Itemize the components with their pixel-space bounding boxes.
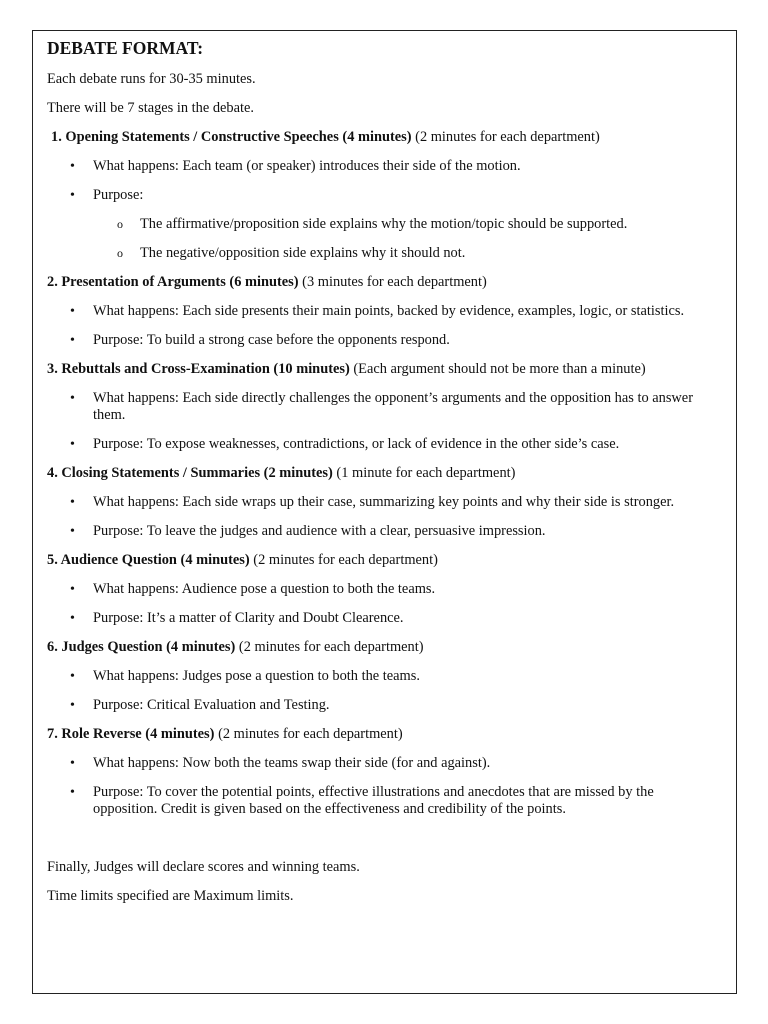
bullet-text: Purpose: To build a strong case before the opponents respond.: [93, 332, 450, 348]
bullet-dot-icon: •: [70, 611, 75, 626]
bullet-dot-icon: •: [70, 698, 75, 713]
stage-note: (1 minute for each department): [336, 465, 516, 481]
bullet-item: [47, 436, 727, 453]
bullet-dot-icon: •: [70, 582, 75, 597]
sub-bullet-text: The negative/opposition side explains why it should not.: [140, 245, 466, 261]
document-body: [47, 40, 727, 917]
bullet-dot-icon: •: [70, 524, 75, 539]
bullet-item: [47, 187, 727, 204]
stage-title: 5. Audience Question (4 minutes): [47, 552, 250, 568]
intro-duration: Each debate runs for 30-35 minutes.: [47, 71, 256, 87]
bullet-dot-icon: •: [70, 495, 75, 510]
bullet-dot-icon: •: [70, 159, 75, 174]
bullet-dot-icon: •: [70, 333, 75, 348]
stage-note: (2 minutes for each department): [253, 552, 438, 568]
bullet-item: [47, 668, 727, 685]
bullet-item: [47, 303, 727, 320]
stage-title: 4. Closing Statements / Summaries (2 minutes): [47, 465, 333, 481]
closing-scores: Finally, Judges will declare scores and winning teams.: [47, 859, 360, 875]
bullet-text: What happens: Each side directly challenges the opponent’s arguments and the opposition has to answer them.: [93, 390, 693, 423]
stage-note: (2 minutes for each department): [415, 129, 600, 145]
bullet-dot-icon: •: [70, 669, 75, 684]
stage-heading-3: [47, 361, 727, 378]
stage-heading-4: [47, 465, 727, 482]
bullet-dot-icon: •: [70, 437, 75, 452]
stage-note: (2 minutes for each department): [238, 639, 424, 655]
closing-time-limits: Time limits specified are Maximum limits.: [47, 888, 294, 904]
stage-note: (2 minutes for each department): [218, 726, 403, 742]
stage-heading-6: [47, 639, 727, 656]
stage-title: 7. Role Reverse (4 minutes): [47, 726, 215, 742]
bullet-dot-icon: •: [70, 785, 75, 800]
intro-stages: There will be 7 stages in the debate.: [47, 100, 254, 116]
bullet-item: [47, 755, 727, 772]
bullet-text: What happens: Each team (or speaker) introduces their side of the motion.: [93, 158, 521, 174]
bullet-dot-icon: •: [70, 391, 75, 406]
bullet-item: [47, 332, 727, 349]
bullet-text: What happens: Judges pose a question to both the teams.: [93, 668, 420, 684]
bullet-item: [47, 610, 727, 627]
bullet-item: [47, 784, 727, 818]
bullet-text: What happens: Now both the teams swap their side (for and against).: [93, 755, 491, 771]
bullet-text: Purpose: To expose weaknesses, contradictions, or lack of evidence in the other side’s case.: [93, 436, 620, 452]
document-title: DEBATE FORMAT:: [47, 38, 204, 58]
bullet-item: [47, 494, 727, 511]
bullet-text: Purpose: It’s a matter of Clarity and Doubt Clearence.: [93, 610, 404, 626]
bullet-text: What happens: Audience pose a question to both the teams.: [93, 581, 436, 597]
sub-bullet-item: [47, 216, 727, 233]
bullet-item: [47, 390, 727, 424]
stage-note: (Each argument should not be more than a minute): [353, 361, 646, 377]
circle-bullet-icon: o: [117, 217, 123, 231]
sub-bullet-text: The affirmative/proposition side explains why the motion/topic should be supported.: [140, 216, 628, 232]
bullet-text: Purpose: To leave the judges and audience with a clear, persuasive impression.: [93, 523, 546, 539]
bullet-text: Purpose: To cover the potential points, effective illustrations and anecdotes that are missed by the opposition. Credit is given based on the effectiveness and credibility of the points.: [93, 784, 654, 817]
spacer: [47, 830, 727, 859]
bullet-text: Purpose:: [93, 187, 144, 203]
bullet-dot-icon: •: [70, 756, 75, 771]
stage-heading-1: [47, 129, 727, 146]
bullet-item: [47, 581, 727, 598]
stage-heading-7: [47, 726, 727, 743]
stage-heading-5: [47, 552, 727, 569]
bullet-text: What happens: Each side wraps up their case, summarizing key points and why their side is stronger.: [93, 494, 675, 510]
stage-heading-2: [47, 274, 727, 291]
bullet-item: [47, 158, 727, 175]
bullet-item: [47, 697, 727, 714]
bullet-text: What happens: Each side presents their main points, backed by evidence, examples, logic, or statistics.: [93, 303, 685, 319]
stage-title: 3. Rebuttals and Cross-Examination (10 minutes): [47, 361, 350, 377]
stage-title: 1. Opening Statements / Constructive Speeches (4 minutes): [51, 129, 412, 145]
stage-title: 2. Presentation of Arguments (6 minutes): [47, 274, 299, 290]
circle-bullet-icon: o: [117, 246, 123, 260]
bullet-dot-icon: •: [70, 188, 75, 203]
sub-bullet-item: [47, 245, 727, 262]
bullet-dot-icon: •: [70, 304, 75, 319]
stage-title: 6. Judges Question (4 minutes): [47, 639, 236, 655]
bullet-item: [47, 523, 727, 540]
stage-note: (3 minutes for each department): [302, 274, 487, 290]
bullet-text: Purpose: Critical Evaluation and Testing.: [93, 697, 330, 713]
